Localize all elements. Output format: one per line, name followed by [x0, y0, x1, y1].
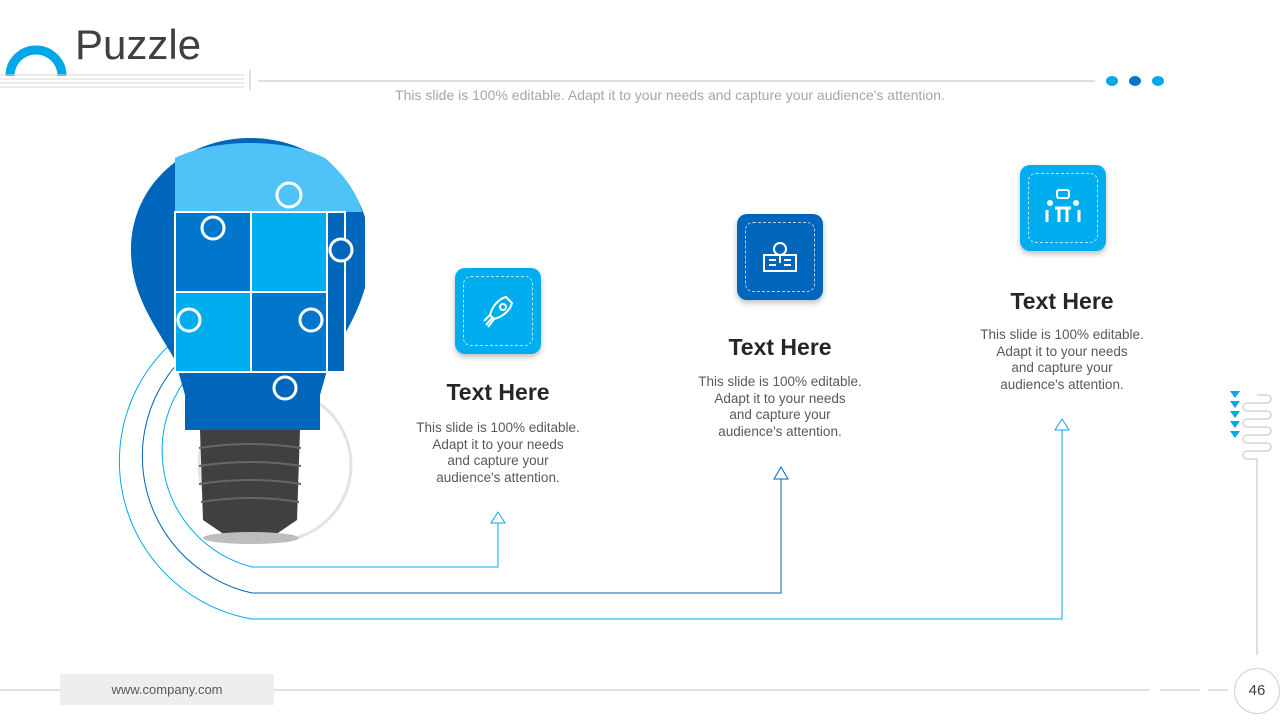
idea-board-icon-box	[737, 214, 823, 300]
rocket-icon-box	[455, 268, 541, 354]
card-2-body: This slide is 100% editable. Adapt it to your needs and capture your audience's attention.	[698, 374, 862, 439]
meeting-icon-box	[1020, 165, 1106, 251]
card-1-title: Text Here	[446, 379, 550, 405]
card-3-title: Text Here	[1010, 288, 1114, 314]
right-decoration	[1225, 385, 1280, 665]
rocket-icon	[478, 291, 518, 331]
page-number: 46	[1234, 668, 1280, 714]
page-title: Puzzle	[75, 21, 202, 68]
footer-url: www.company.com	[60, 674, 274, 705]
card-2-title: Text Here	[728, 334, 832, 360]
card-3-body: This slide is 100% editable. Adapt it to your needs and capture your audience's attention.	[980, 327, 1144, 392]
meeting-icon	[1043, 188, 1083, 228]
card-1-body: This slide is 100% editable. Adapt it to your needs and capture your audience's attention.	[416, 420, 580, 485]
idea-board-icon	[760, 237, 800, 277]
lightbulb-puzzle-illustration	[125, 130, 365, 550]
page-subtitle: This slide is 100% editable. Adapt it to your needs and capture your audience's attention.	[395, 87, 945, 103]
